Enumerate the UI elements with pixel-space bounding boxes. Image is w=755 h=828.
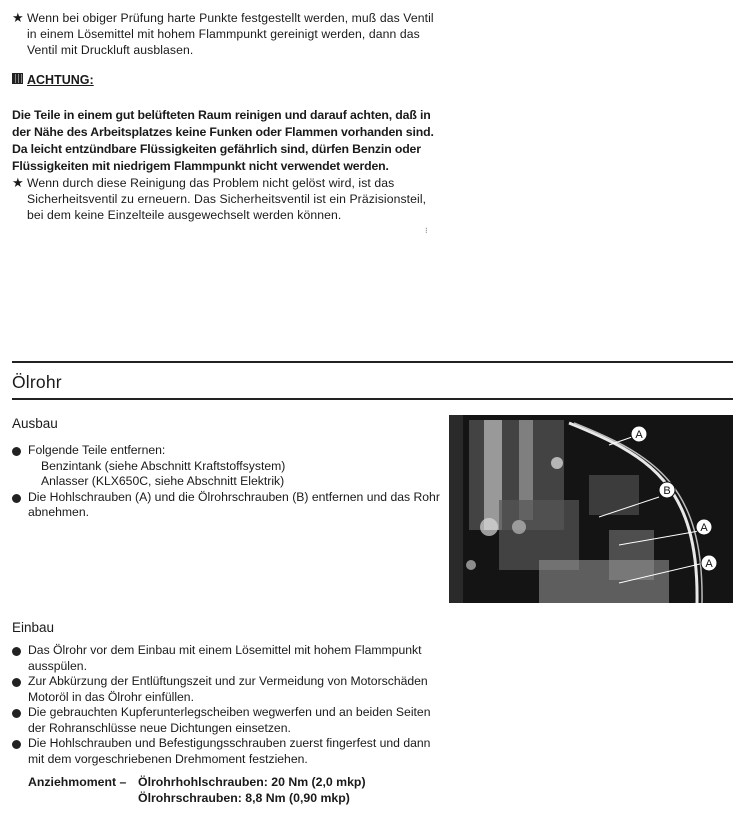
engine-photo-image [449, 415, 733, 603]
step-text: Die Hohlschrauben (A) und die Ölrohrschrauben (B) entfernen und das Rohr abnehmen. [28, 489, 440, 519]
list-item [12, 443, 442, 490]
step-subitem: Anlasser (KLX650C, siehe Abschnitt Elektrik) [41, 474, 285, 488]
bullet-icon [12, 494, 21, 503]
star-icon: ★ [12, 10, 24, 25]
warning-square-icon [12, 73, 23, 84]
installation-steps [12, 643, 442, 767]
bullet-icon [12, 740, 21, 749]
note-hard-spots [12, 10, 442, 58]
step-text: Zur Abkürzung der Entlüftungszeit und zur Vermeidung von Motorschäden Motoröl in das Ölrohr einfüllen. [28, 674, 428, 704]
step-text: Die gebrauchten Kupferunterlegscheiben wegwerfen und an beiden Seiten der Rohranschlüsse neue Dichtungen einsetzen. [28, 705, 431, 735]
bullet-icon [12, 678, 21, 687]
step-text: Das Ölrohr vor dem Einbau mit einem Lösemittel mit hohem Flammpunkt ausspülen. [28, 643, 422, 673]
warning-heading [12, 73, 94, 87]
callout-a: A [700, 522, 708, 534]
list-item [12, 490, 442, 521]
step-subitem: Benzintank (siehe Abschnitt Kraftstoffsystem) [41, 458, 286, 473]
callout-a: A [705, 558, 713, 570]
torque-value: Ölrohrhohlschrauben: 20 Nm (2,0 mkp) [138, 775, 366, 789]
section-title: Ölrohr [12, 372, 62, 392]
torque-value: Ölrohrschrauben: 8,8 Nm (0,90 mkp) [138, 791, 350, 805]
step-text: Folgende Teile entfernen: [28, 443, 166, 457]
list-item [12, 674, 442, 705]
engine-photo [449, 415, 733, 603]
note-text: Wenn bei obiger Prüfung harte Punkte festgestellt werden, muß das Ventil in einem Lösemittel mit hohem Flammpunkt gereinigt werden, dann das Ventil mit Druckluft ausblasen. [27, 11, 434, 57]
bullet-icon [12, 647, 21, 656]
bullet-icon [12, 447, 21, 456]
removal-heading: Ausbau [12, 416, 58, 431]
callout-a: A [635, 429, 643, 441]
scan-artifact: ⁝ [425, 226, 428, 235]
note-text: Wenn durch diese Reinigung das Problem nicht gelöst wird, ist das Sicherheitsventil zu erneuern. Das Sicherheitsventil ist ein Präzisionsteil, bei dem keine Einzelteile ausgewechselt werden können. [27, 176, 427, 222]
list-item [12, 736, 442, 767]
callout-b: B [663, 485, 671, 497]
section-rule-top [12, 361, 733, 363]
bullet-icon [12, 709, 21, 718]
torque-label: Anziehmoment – [28, 775, 127, 789]
star-icon: ★ [12, 175, 24, 190]
note-replace-valve [12, 175, 442, 223]
step-text: Die Hohlschrauben und Befestigungsschrauben zuerst fingerfest und dann mit dem vorgeschriebenen Drehmoment festziehen. [28, 736, 431, 766]
list-item [12, 705, 442, 736]
warning-body: Die Teile in einem gut belüfteten Raum reinigen und darauf achten, daß in der Nähe des Arbeitsplatzes keine Funken oder Flammen vorhanden sind. Da leicht entzündbare Flüssigkeiten gefährlich sind, dürfen Benzin oder Flüssigkeiten mit niedrigem Flammpunkt nicht verwendet werden. [12, 108, 434, 174]
warning-heading-text: ACHTUNG: [27, 73, 94, 87]
list-item [12, 643, 442, 674]
installation-heading: Einbau [12, 620, 55, 635]
removal-steps [12, 443, 442, 521]
torque-spec [28, 774, 366, 806]
section-rule-bottom [12, 398, 733, 400]
